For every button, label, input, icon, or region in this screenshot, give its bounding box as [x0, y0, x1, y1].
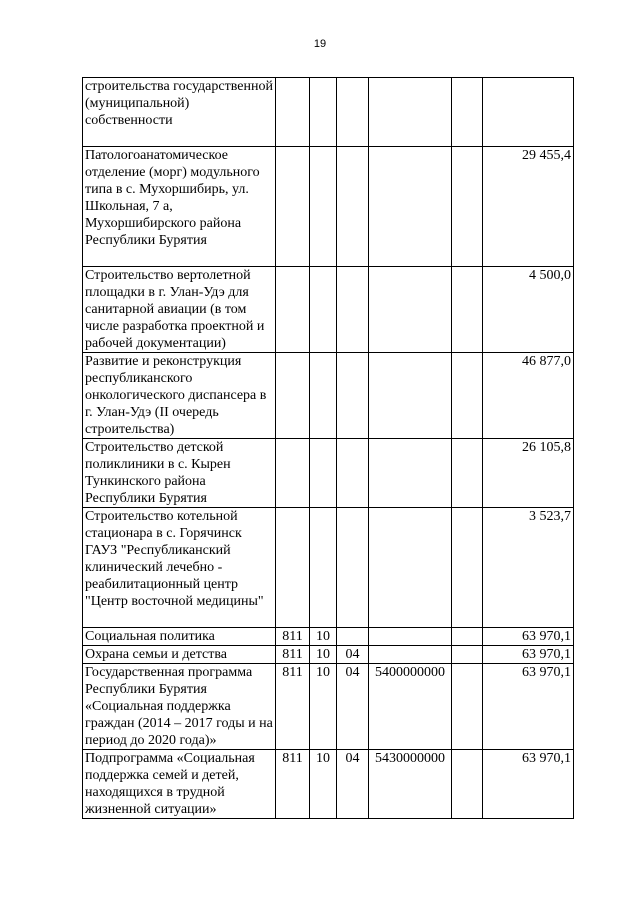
department-code-cell — [276, 439, 310, 508]
table-row — [83, 646, 574, 664]
department-code-cell — [276, 78, 310, 147]
table-row — [83, 78, 574, 147]
amount-cell: 63 970,1 — [483, 628, 574, 646]
amount-cell: 4 500,0 — [483, 267, 574, 353]
table-row — [83, 147, 574, 267]
item-name-cell: Патологоанатомическое отделение (морг) модульного типа в с. Мухоршибирь, ул. Школьная, 7 а, Мухоршибирского района Республики Бурятия — [83, 147, 276, 267]
section-code-cell: 10 — [310, 646, 337, 664]
table-row — [83, 664, 574, 750]
target-article-code-cell — [369, 353, 452, 439]
expense-type-code-cell — [452, 664, 483, 750]
target-article-code-cell — [369, 628, 452, 646]
department-code-cell — [276, 267, 310, 353]
target-article-code-cell: 5400000000 — [369, 664, 452, 750]
subsection-code-cell: 04 — [337, 646, 369, 664]
subsection-code-cell: 04 — [337, 750, 369, 819]
subsection-code-cell — [337, 508, 369, 628]
amount-cell: 3 523,7 — [483, 508, 574, 628]
subsection-code-cell — [337, 439, 369, 508]
target-article-code-cell — [369, 78, 452, 147]
expense-type-code-cell — [452, 147, 483, 267]
expense-type-code-cell — [452, 353, 483, 439]
section-code-cell: 10 — [310, 628, 337, 646]
item-name-cell: Охрана семьи и детства — [83, 646, 276, 664]
subsection-code-cell — [337, 78, 369, 147]
subsection-code-cell — [337, 267, 369, 353]
section-code-cell — [310, 267, 337, 353]
amount-cell: 26 105,8 — [483, 439, 574, 508]
expense-type-code-cell — [452, 750, 483, 819]
table-row — [83, 628, 574, 646]
section-code-cell — [310, 147, 337, 267]
amount-cell: 63 970,1 — [483, 750, 574, 819]
department-code-cell — [276, 147, 310, 267]
table-row — [83, 439, 574, 508]
budget-table — [82, 77, 574, 819]
department-code-cell: 811 — [276, 628, 310, 646]
department-code-cell: 811 — [276, 646, 310, 664]
target-article-code-cell: 5430000000 — [369, 750, 452, 819]
table-row — [83, 750, 574, 819]
target-article-code-cell — [369, 267, 452, 353]
amount-cell — [483, 78, 574, 147]
item-name-cell: Строительство котельной стационара в с. Горячинск ГАУЗ "Республиканский клинический лечебно - реабилитационный центр "Центр восточной медицины" — [83, 508, 276, 628]
section-code-cell: 10 — [310, 664, 337, 750]
page-number: 19 — [313, 38, 327, 50]
department-code-cell: 811 — [276, 664, 310, 750]
department-code-cell — [276, 508, 310, 628]
subsection-code-cell — [337, 353, 369, 439]
section-code-cell — [310, 78, 337, 147]
expense-type-code-cell — [452, 439, 483, 508]
item-name-cell: Развитие и реконструкция республиканского онкологического диспансера в г. Улан-Удэ (II очередь строительства) — [83, 353, 276, 439]
expense-type-code-cell — [452, 508, 483, 628]
item-name-cell: Подпрограмма «Социальная поддержка семей и детей, находящихся в трудной жизненной ситуации» — [83, 750, 276, 819]
department-code-cell — [276, 353, 310, 439]
target-article-code-cell — [369, 147, 452, 267]
amount-cell: 29 455,4 — [483, 147, 574, 267]
subsection-code-cell — [337, 147, 369, 267]
expense-type-code-cell — [452, 646, 483, 664]
amount-cell: 63 970,1 — [483, 646, 574, 664]
item-name-cell: Социальная политика — [83, 628, 276, 646]
item-name-cell: Строительство вертолетной площадки в г. Улан-Удэ для санитарной авиации (в том числе разработка проектной и рабочей документации) — [83, 267, 276, 353]
table-row — [83, 353, 574, 439]
expense-type-code-cell — [452, 267, 483, 353]
target-article-code-cell — [369, 646, 452, 664]
section-code-cell: 10 — [310, 750, 337, 819]
expense-type-code-cell — [452, 628, 483, 646]
item-name-cell: строительства государственной (муниципальной) собственности — [83, 78, 276, 147]
table-row — [83, 508, 574, 628]
section-code-cell — [310, 439, 337, 508]
table-row — [83, 267, 574, 353]
expense-type-code-cell — [452, 78, 483, 147]
target-article-code-cell — [369, 508, 452, 628]
item-name-cell: Строительство детской поликлиники в с. Кырен Тункинского района Республики Бурятия — [83, 439, 276, 508]
target-article-code-cell — [369, 439, 452, 508]
amount-cell: 46 877,0 — [483, 353, 574, 439]
section-code-cell — [310, 353, 337, 439]
department-code-cell: 811 — [276, 750, 310, 819]
section-code-cell — [310, 508, 337, 628]
amount-cell: 63 970,1 — [483, 664, 574, 750]
item-name-cell: Государственная программа Республики Бурятия «Социальная поддержка граждан (2014 – 2017 годы и на период до 2020 года)» — [83, 664, 276, 750]
subsection-code-cell — [337, 628, 369, 646]
subsection-code-cell: 04 — [337, 664, 369, 750]
